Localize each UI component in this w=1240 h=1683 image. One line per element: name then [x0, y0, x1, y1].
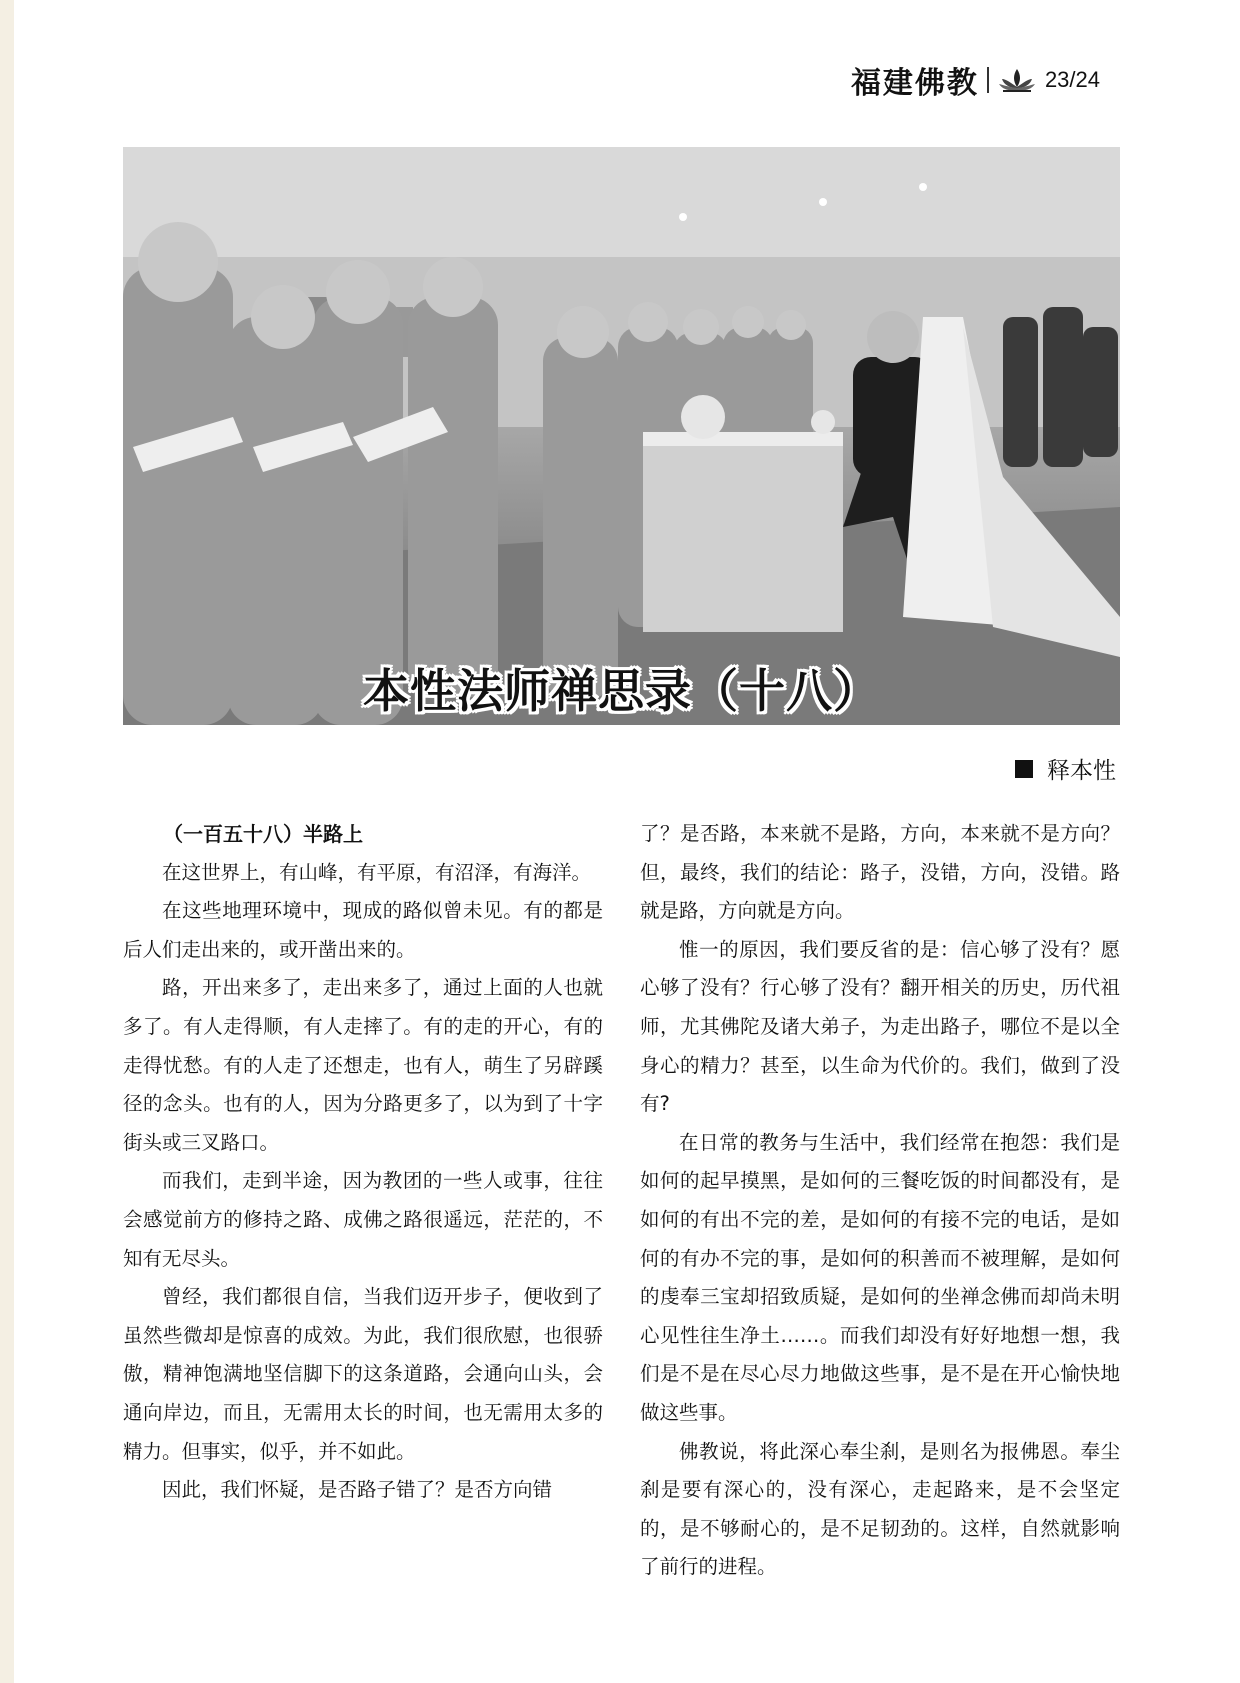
paragraph: 曾经，我们都很自信，当我们迈开步子，便收到了虽然些微却是惊喜的成效。为此，我们很欣慰，也很骄傲，精神饱满地坚信脚下的这条道路，会通向山头，会通向岸边，而且，无需用太长的时间，也无需用太多的精力。但事实，似乎，并不如此。 [123, 1285, 603, 1463]
paragraph: 惟一的原因，我们要反省的是：信心够了没有？愿心够了没有？行心够了没有？翻开相关的历史，历代祖师，尤其佛陀及诸大弟子，为走出路子，哪位不是以全身心的精力？甚至，以生命为代价的。我们，做到了没有? [640, 937, 1120, 1116]
page-number: 23/24 [1044, 67, 1100, 92]
paragraph: 佛教说，将此深心奉尘刹，是则名为报佛恩。奉尘刹是要有深心的，没有深心，走起路来，是不会坚定的，是不够耐心的，是不足韧劲的。这样，自然就影响了前行的进程。 [640, 1439, 1120, 1579]
ceremony-photo-illustration [123, 147, 1120, 725]
page-header [851, 58, 1100, 102]
paragraph-continuation: 了？是否路，本来就不是路，方向，本来就不是方向？但，最终，我们的结论：路子，没错，方向，没错。路就是路，方向就是方向。 [640, 822, 1120, 923]
article-title: 本性法师禅思录（十八） [363, 664, 880, 718]
author-name: 释本性 [1047, 758, 1116, 784]
header-divider [987, 67, 989, 93]
ceremony-photo [123, 147, 1120, 725]
paragraph: 在这些地理环境中，现成的路似曾未见。有的都是后人们走出来的，或开凿出来的。 [123, 899, 603, 961]
article-column-right [640, 815, 1120, 1587]
paragraph: 因此，我们怀疑，是否路子错了？是否方向错 [162, 1478, 553, 1502]
paragraph: 而我们，走到半途，因为教团的一些人或事，往往会感觉前方的修持之路、成佛之路很遥远，茫茫的，不知有无尽头。 [123, 1169, 603, 1270]
lotus-icon [997, 67, 1037, 93]
byline-square-icon [1015, 760, 1033, 778]
section-heading: （一百五十八）半路上 [163, 822, 363, 846]
paragraph: 路，开出来多了，走出来多了，通过上面的人也就多了。有人走得顺，有人走摔了。有的走的开心，有的走得忧愁。有的人走了还想走，也有人，萌生了另辟蹊径的念头。也有的人，因为分路更多了，以为到了十字街头或三叉路口。 [123, 976, 603, 1154]
paragraph: 在这世界上，有山峰，有平原，有沼泽，有海洋。 [162, 860, 592, 884]
page-edge-strip [0, 0, 14, 1683]
byline [1015, 752, 1116, 785]
magazine-masthead: 福建佛教 [850, 66, 979, 101]
article-column-left [123, 815, 603, 1510]
paragraph: 在日常的教务与生活中，我们经常在抱怨：我们是如何的起早摸黑，是如何的三餐吃饭的时间都没有，是如何的有出不完的差，是如何的有接不完的电话，是如何的有办不完的事，是如何的积善而不被理解，是如何的虔奉三宝却招致质疑，是如何的坐禅念佛而却尚未明心见性往生净土……。而我们却没有好好地想一想，我们是不是在尽心尽力地做这些事，是不是在开心愉快地做这些事。 [640, 1130, 1120, 1424]
